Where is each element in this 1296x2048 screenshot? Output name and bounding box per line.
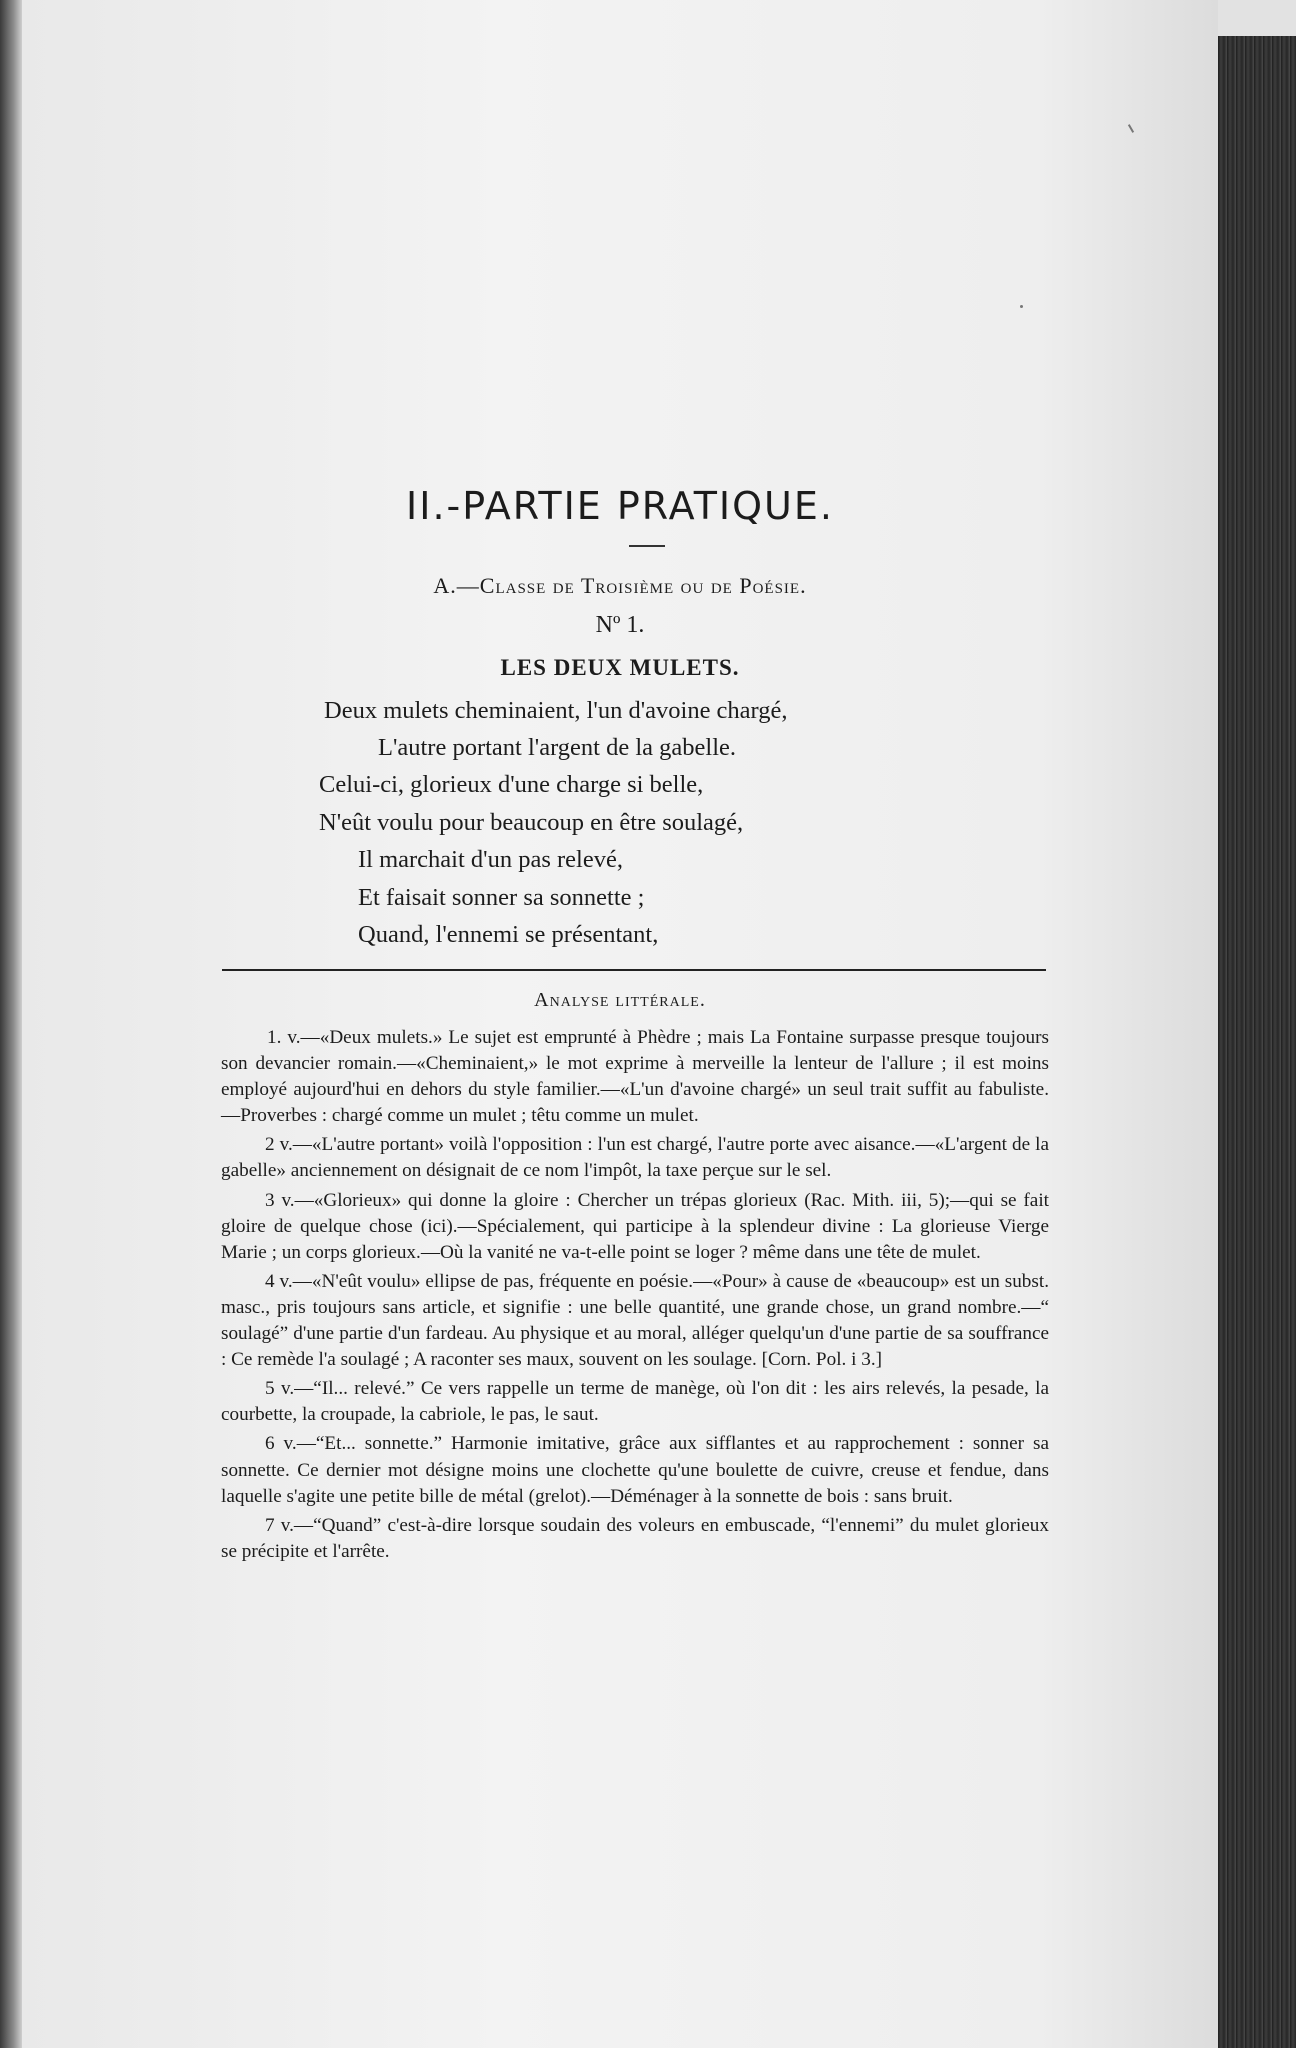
number-heading: Nº 1. bbox=[595, 612, 645, 638]
poem-line: Et faisait sonner sa sonnette ; bbox=[358, 884, 645, 911]
commentary-paragraph: 1. v.—«Deux mulets.» Le sujet est emprunté à Phèdre ; mais La Fontaine surpasse presque toujours son devancier romain.—«Cheminaient,» le mot exprime à merveille la lenteur de l'allure ; il est moins employé aujourd'hui en dehors du style familier.—«L'un d'avoine chargé» un seul trait suffit au fabuliste. —Proverbes : chargé comme un mulet ; têtu comme un mulet. bbox=[221, 1027, 1049, 1127]
commentary-paragraph: 2 v.—«L'autre portant» voilà l'opposition : l'un est chargé, l'autre porte avec aisance.—«L'argent de la gabelle» anciennement on désignait de ce nom l'impôt, la taxe perçue sur le sel. bbox=[221, 1134, 1049, 1182]
commentary-paragraph: 4 v.—«N'eût voulu» ellipse de pas, fréquente en poésie.—«Pour» à cause de «beaucoup» est un subst. masc., pris toujours sans article, et signifie : une belle quantité, une grande chose, un grand nombre.—“ soulagé” d'une partie d'un fardeau. Au physique et au moral, alléger quelqu'un d'une partie de sa souffrance : Ce remède l'a soulagé ; A raconter ses maux, souvent on les soulage. [Corn. Pol. i 3.] bbox=[221, 1270, 1049, 1371]
commentary-paragraph: 3 v.—«Glorieux» qui donne la gloire : Chercher un trépas glorieux (Rac. Mith. iii, 5);—qui se fait gloire de quelque chose (ici).—Spécialement, qui participe à la splendeur divine : La glorieuse Vierge Marie ; un corps glorieux.—Où la vanité ne va-t-elle point se loger ? même dans une tête de mulet. bbox=[221, 1189, 1049, 1263]
poem-line: N'eût voulu pour beaucoup en être soulagé, bbox=[319, 809, 744, 836]
class-heading: A.—Classe de Troisième ou de Poésie. bbox=[433, 573, 807, 598]
poem-line: Deux mulets cheminaient, l'un d'avoine chargé, bbox=[324, 697, 788, 724]
poem-line: L'autre portant l'argent de la gabelle. bbox=[378, 734, 737, 761]
commentary-paragraph: 5 v.—“Il... relevé.” Ce vers rappelle un terme de manège, où l'on dit : les airs relevés, la pesade, la courbette, la croupade, la cabriole, le pas, le saut. bbox=[221, 1378, 1049, 1426]
commentary-paragraph: 6 v.—“Et... sonnette.” Harmonie imitative, grâce aux sifflantes et au rapprochement : sonner sa sonnette. Ce dernier mot désigne moins une clochette qu'une boulette de cuivre, creuse et fendue, dans laquelle s'agite une petite bille de métal (grelot).—Déménager à la sonnette de bois : sans bruit. bbox=[221, 1433, 1049, 1507]
section-divider bbox=[222, 969, 1046, 971]
poem-line: Il marchait d'un pas relevé, bbox=[358, 846, 623, 873]
dust-speck bbox=[1020, 305, 1023, 308]
analysis-commentary bbox=[221, 1025, 1049, 1568]
scan-left-border bbox=[0, 0, 22, 2048]
poem-line: Celui-ci, glorieux d'une charge si belle, bbox=[319, 771, 704, 798]
analysis-title: Analyse littérale. bbox=[534, 989, 706, 1011]
dust-speck bbox=[1128, 124, 1134, 133]
title-rule bbox=[629, 545, 665, 547]
poem-line: Quand, l'ennemi se présentant, bbox=[358, 921, 659, 948]
commentary-paragraph: 7 v.—“Quand” c'est-à-dire lorsque soudain des voleurs en embuscade, “l'ennemi” du mulet glorieux se précipite et l'arrête. bbox=[221, 1514, 1049, 1562]
document-page bbox=[22, 0, 1218, 2048]
part-title: II.-PARTIE PRATIQUE. bbox=[406, 484, 834, 528]
poem-title: LES DEUX MULETS. bbox=[500, 655, 740, 680]
book-page-edges bbox=[1218, 36, 1296, 2048]
